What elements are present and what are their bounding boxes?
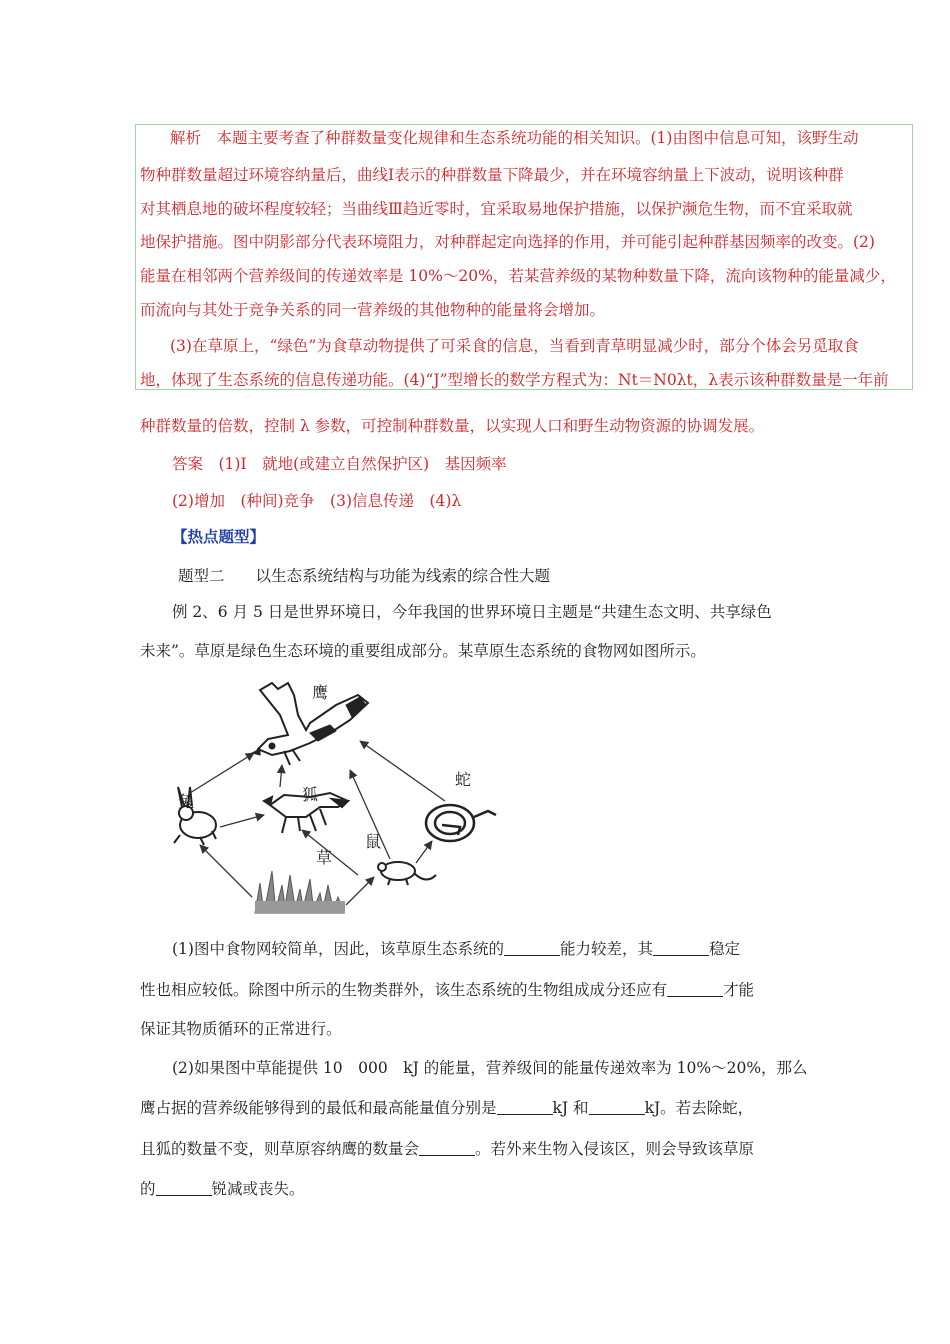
answer-line-2: (2)增加 (种间)竞争 (3)信息传递 (4)λ — [172, 492, 462, 510]
q2-text-g: 的 — [140, 1180, 156, 1198]
arrow-grass-rabbit — [200, 845, 252, 897]
analysis-line-3: 对其栖息地的破坏程度较轻；当曲线Ⅲ趋近零时，宜采取易地保护措施，以保护濒危生物，而不宜采取就 — [140, 200, 853, 218]
food-web-diagram — [160, 675, 510, 920]
q2-text-d: kJ。若去除蛇， — [644, 1099, 754, 1117]
q1-blank-1[interactable] — [504, 941, 560, 956]
question-2-line-4 — [140, 1179, 305, 1199]
answer-line-1: 答案 (1)Ⅰ 就地(或建立自然保护区) 基因频率 — [172, 455, 507, 473]
rabbit-label: 兔 — [178, 794, 195, 811]
topic-title: 题型二 以生态系统结构与功能为线索的综合性大题 — [178, 567, 551, 585]
q1-text-b: 能力较差，其 — [559, 940, 653, 958]
q2-blank-3[interactable] — [419, 1141, 475, 1156]
q2-text-c: kJ 和 — [552, 1099, 589, 1117]
question-1-line-1 — [172, 939, 740, 959]
question-1-line-2 — [140, 980, 754, 1000]
q1-text-d: 性也相应较低。除图中所示的生物类群外，该生态系统的生物组成成分还应有 — [140, 981, 668, 999]
analysis-line-6: 而流向与其处于竞争关系的同一营养级的其他物种的能量将会增加。 — [140, 301, 606, 319]
q1-blank-3[interactable] — [667, 982, 723, 997]
arrow-grass-mouse — [346, 877, 374, 905]
mouse-icon — [378, 862, 436, 885]
arrow-rabbit-eagle — [190, 753, 254, 793]
eagle-label: 鹰 — [312, 685, 329, 702]
arrow-rabbit-fox — [220, 815, 264, 827]
q2-blank-4[interactable] — [156, 1181, 212, 1196]
grass-icon — [255, 871, 345, 913]
q2-text-a: (2)如果图中草能提供 10 000 kJ 的能量，营养级间的能量传递效率为 10%～20%，那么 — [172, 1059, 808, 1077]
question-2-line-3 — [140, 1139, 754, 1159]
hot-topic-label: 【热点题型】 — [172, 527, 266, 546]
q1-blank-2[interactable] — [653, 941, 709, 956]
fox-label: 狐 — [302, 787, 319, 804]
analysis-line-5: 能量在相邻两个营养级间的传递效率是 10%～20%，若某营养级的某物种数量下降，流向该物种的能量减少， — [140, 267, 896, 285]
arrow-snake-eagle — [360, 741, 445, 801]
arrow-mouse-snake — [416, 841, 432, 863]
mouse-label: 鼠 — [365, 834, 382, 851]
arrow-mouse-fox — [302, 830, 358, 875]
q1-text-c: 稳定 — [708, 940, 740, 958]
question-2-line-2 — [140, 1098, 753, 1118]
question-1-line-3 — [140, 1019, 342, 1039]
analysis-line-4: 地保护措施。图中阴影部分代表环境阻力，对种群起定向选择的作用，并可能引起种群基因频率的改变。(2) — [140, 233, 875, 251]
analysis-continuation: 种群数量的倍数，控制 λ 参数，可控制种群数量，以实现人口和野生动物资源的协调发展。 — [140, 417, 765, 435]
q1-text-a: (1)图中食物网较简单，因此，该草原生态系统的 — [172, 940, 504, 958]
analysis-line-2: 物种群数量超过环境容纳量后，曲线Ⅰ表示的种群数量下降最少，并在环境容纳量上下波动，说明该种群 — [140, 166, 844, 184]
q1-text-f: 保证其物质循环的正常进行。 — [140, 1020, 342, 1038]
snake-label: 蛇 — [455, 772, 472, 789]
grass-label: 草 — [316, 850, 333, 867]
q2-text-e: 且狐的数量不变，则草原容纳鹰的数量会 — [140, 1140, 420, 1158]
q2-blank-1[interactable] — [497, 1100, 553, 1115]
eagle-icon — [252, 683, 368, 765]
question-2-line-1 — [172, 1058, 808, 1078]
analysis-line-8: 地，体现了生态系统的信息传递功能。(4)“J”型增长的数学方程式为：Nt＝N0λt，λ表示该种群数量是一年前 — [140, 371, 889, 389]
q2-blank-2[interactable] — [589, 1100, 645, 1115]
q1-text-e: 才能 — [723, 981, 755, 999]
example-line-1: 例 2、6 月 5 日是世界环境日，今年我国的世界环境日主题是“共建生态文明、共享绿色 — [172, 603, 772, 621]
arrow-fox-eagle — [280, 765, 282, 787]
q2-text-b: 鹰占据的营养级能够得到的最低和最高能量值分别是 — [140, 1099, 497, 1117]
q2-text-h: 锐减或丧失。 — [211, 1180, 305, 1198]
snake-icon — [426, 805, 496, 841]
analysis-line-1: 解析 本题主要考查了种群数量变化规律和生态系统功能的相关知识。(1)由图中信息可知，该野生动 — [170, 129, 859, 147]
example-line-2: 未来”。草原是绿色生态环境的重要组成部分。某草原生态系统的食物网如图所示。 — [140, 642, 706, 660]
analysis-line-7: (3)在草原上，“绿色”为食草动物提供了可采食的信息，当看到青草明显减少时，部分个体会另觅取食 — [170, 337, 859, 355]
q2-text-f: 。若外来生物入侵该区，则会导致该草原 — [475, 1140, 755, 1158]
